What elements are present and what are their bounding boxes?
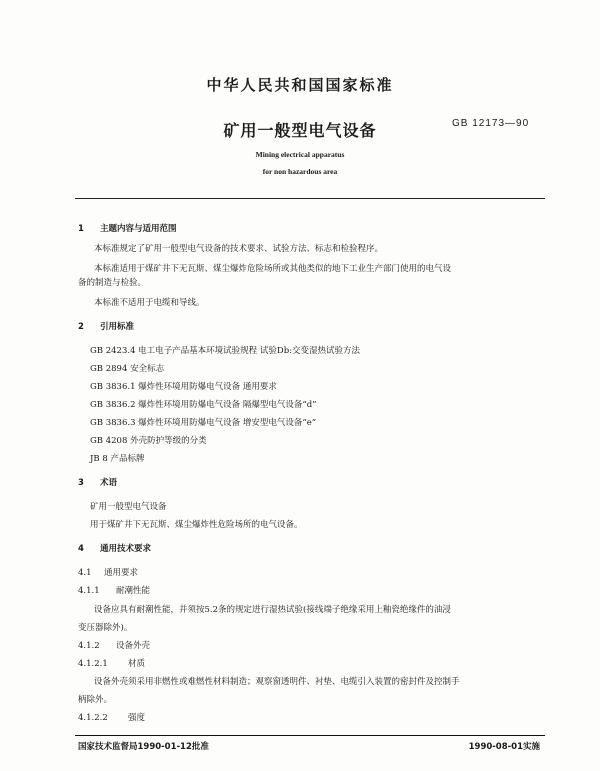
body-line	[94, 262, 451, 274]
section-number: 4.1.2.2	[78, 713, 108, 723]
line-text: JB 8 产品标牌	[90, 454, 145, 464]
body-line	[90, 344, 360, 356]
body-line	[90, 518, 303, 530]
section-number: 4.1	[78, 568, 92, 578]
line-text: GB 4208 外壳防护等级的分类	[90, 436, 207, 446]
header-divider	[75, 198, 545, 199]
body-line	[90, 398, 317, 410]
footer-divider	[75, 735, 545, 736]
approval-date: 国家技术监督局1990-01-12批准	[78, 742, 209, 752]
body-line	[94, 296, 205, 308]
line-text: 设备应具有耐潮性能，并须按5.2条的规定进行湿热试验(接线端子绝缘采用上釉瓷绝缘件的油浸	[94, 605, 451, 615]
body-line	[94, 603, 451, 615]
subsection-heading	[78, 584, 150, 596]
line-text: GB 2894 安全标志	[90, 364, 165, 374]
line-text: 术语	[100, 478, 118, 488]
section-number: 4.1.1	[78, 586, 100, 596]
section-number: 4.1.2.1	[78, 659, 108, 669]
line-text: 本标准不适用于电缆和导线。	[94, 298, 205, 308]
body-line	[90, 362, 164, 374]
line-text: 材质	[128, 659, 146, 669]
line-text: 备的制造与检验。	[78, 278, 147, 288]
subsection-heading	[78, 711, 145, 723]
line-text: 强度	[128, 713, 146, 723]
section-number: 4.1.2	[78, 641, 100, 651]
section-number: 4	[78, 544, 84, 554]
line-text: GB 3836.2 爆炸性环境用防爆电气设备 隔爆型电气设备“d”	[90, 400, 317, 410]
line-text: 本标准适用于煤矿井下无瓦斯、煤尘爆炸危险场所或其他类似的地下工业生产部门使用的电气设	[94, 264, 452, 274]
body-line	[90, 416, 316, 428]
line-text: GB 2423.4 电工电子产品基本环境试验规程 试验Db:交变湿热试验方法	[90, 346, 361, 356]
section-number: 3	[78, 478, 84, 488]
line-text: 引用标准	[100, 322, 135, 332]
line-text: 通用要求	[104, 568, 139, 578]
subsection-heading	[78, 639, 150, 651]
section-number: 2	[78, 322, 84, 332]
body-line	[78, 693, 112, 705]
body-line	[78, 621, 132, 633]
line-text: 通用技术要求	[100, 544, 152, 554]
line-text: 主题内容与适用范围	[100, 224, 177, 234]
section-heading	[78, 542, 151, 554]
body-line	[78, 276, 146, 288]
body-line	[94, 242, 383, 254]
line-text: 用于煤矿井下无瓦斯、煤尘爆炸性危险场所的电气设备。	[90, 520, 303, 530]
line-text: 变压器除外)。	[78, 623, 133, 633]
section-heading	[78, 222, 177, 234]
issuing-authority: 中华人民共和国国家标准	[206, 76, 394, 94]
english-title-line-1: Mining electrical apparatus	[255, 150, 345, 159]
line-text: 柄除外。	[78, 695, 113, 705]
standard-number: GB 12173—90	[452, 118, 530, 129]
body-line	[90, 434, 207, 446]
subsection-heading	[78, 657, 145, 669]
body-line	[90, 380, 277, 392]
line-text: 设备外壳	[116, 641, 151, 651]
subsection-heading	[78, 566, 138, 578]
line-text: 设备外壳须采用非燃性或难燃性材料制造；观察窗透明件、衬垫、电缆引入装置的密封件及控制手	[94, 677, 460, 687]
body-line	[90, 500, 167, 512]
body-line	[90, 452, 144, 464]
section-heading	[78, 476, 117, 488]
english-title-line-2: for non hazardous area	[262, 167, 338, 176]
body-line	[94, 675, 460, 687]
section-heading	[78, 320, 134, 332]
line-text: GB 3836.1 爆炸性环境用防爆电气设备 通用要求	[90, 382, 277, 392]
implementation-date: 1990-08-01实施	[468, 742, 540, 752]
line-text: 矿用一般型电气设备	[90, 502, 167, 512]
line-text: 本标准规定了矿用一般型电气设备的技术要求、试验方法、标志和检验程序。	[94, 244, 384, 254]
section-number: 1	[78, 224, 84, 234]
line-text: GB 3836.3 爆炸性环境用防爆电气设备 增安型电气设备“e”	[90, 418, 317, 428]
document-title: 矿用一般型电气设备	[223, 121, 377, 140]
line-text: 耐潮性能	[116, 586, 151, 596]
